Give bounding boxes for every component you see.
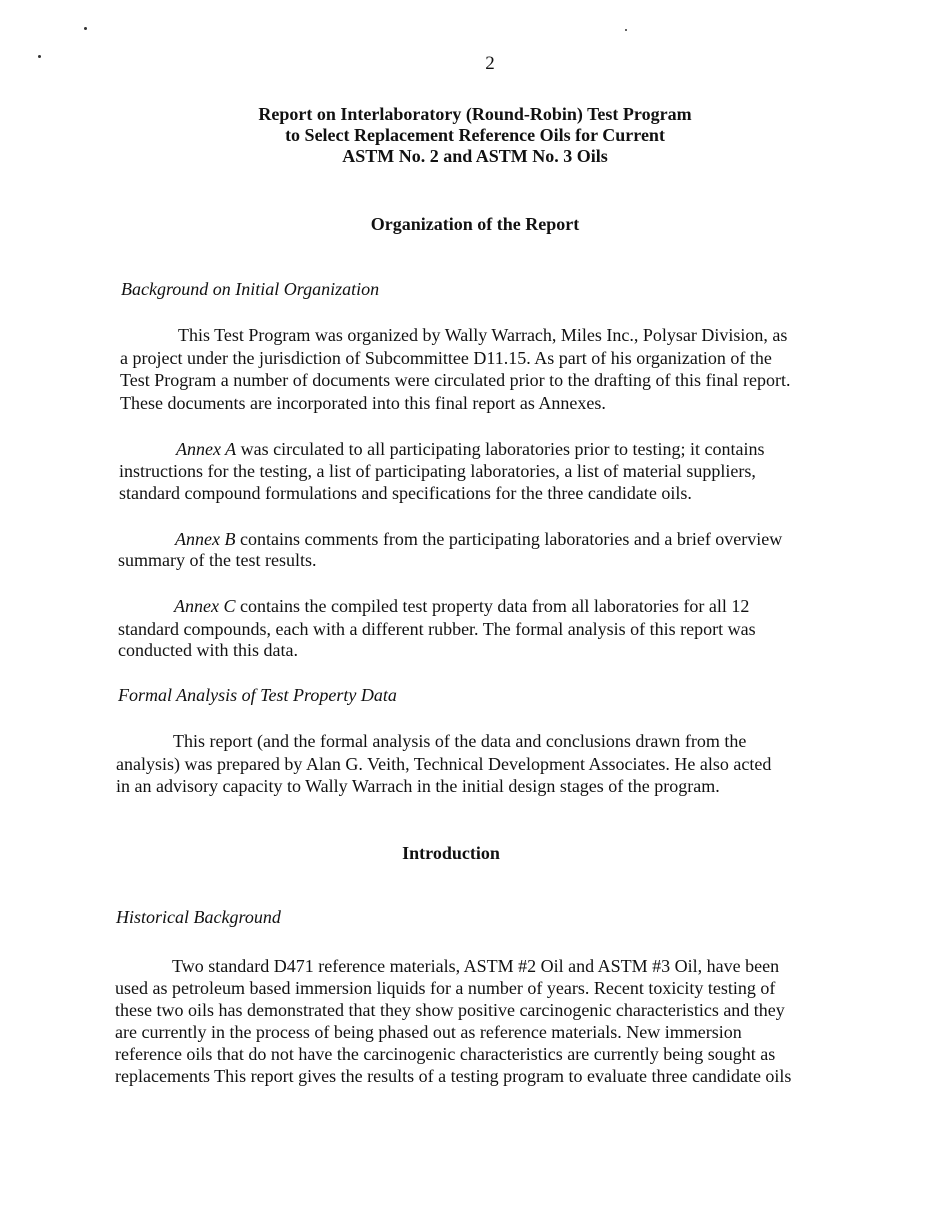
section-heading-organization: Organization of the Report xyxy=(370,214,580,234)
paragraph-line: Two standard D471 reference materials, ASTM #2 Oil and ASTM #3 Oil, have been xyxy=(172,956,780,976)
paragraph-line: conducted with this data. xyxy=(118,640,298,660)
paragraph-line: instructions for the testing, a list of participating laboratories, a list of material suppliers, xyxy=(119,461,756,481)
page-number: 2 xyxy=(485,53,495,74)
paragraph-line: are currently in the process of being phased out as reference materials. New immersion xyxy=(115,1022,742,1042)
report-title xyxy=(100,104,850,167)
annex-a-label: Annex A xyxy=(176,439,237,459)
paragraph-line: reference oils that do not have the carcinogenic characteristics are currently being sought as xyxy=(115,1044,776,1064)
paragraph-line: in an advisory capacity to Wally Warrach in the initial design stages of the program. xyxy=(116,776,720,796)
paragraph-line: standard compound formulations and specifications for the three candidate oils. xyxy=(119,483,692,503)
scan-speck xyxy=(84,27,87,30)
paragraph-line: a project under the jurisdiction of Subcommittee D11.15. As part of his organization of the xyxy=(120,348,772,368)
annex-b-text: contains comments from the participating laboratories and a brief overview xyxy=(235,529,783,549)
paragraph-line: analysis) was prepared by Alan G. Veith, Technical Development Associates. He also acted xyxy=(116,754,772,774)
paragraph-line: These documents are incorporated into this final report as Annexes. xyxy=(120,393,606,413)
section-heading-introduction: Introduction xyxy=(402,843,500,863)
paragraph-line xyxy=(175,529,782,550)
paragraph-line: used as petroleum based immersion liquids for a number of years. Recent toxicity testing of xyxy=(115,978,776,998)
paragraph-line: summary of the test results. xyxy=(118,550,317,570)
title-line: Report on Interlaboratory (Round-Robin) Test Program xyxy=(258,104,692,124)
paragraph-line: Test Program a number of documents were circulated prior to the drafting of this final report. xyxy=(120,370,791,390)
title-line: to Select Replacement Reference Oils for Current xyxy=(285,125,665,145)
paragraph-line xyxy=(176,439,765,460)
paragraph-line: standard compounds, each with a different rubber. The formal analysis of this report was xyxy=(118,619,756,639)
subheading-formal-analysis: Formal Analysis of Test Property Data xyxy=(118,685,397,705)
paragraph-line: these two oils has demonstrated that they show positive carcinogenic characteristics and they xyxy=(115,1000,785,1020)
paragraph-line xyxy=(174,596,749,617)
annex-b-label: Annex B xyxy=(175,529,236,549)
paragraph-line: This report (and the formal analysis of the data and conclusions drawn from the xyxy=(173,731,747,751)
paragraph-line: This Test Program was organized by Wally Warrach, Miles Inc., Polysar Division, as xyxy=(178,325,788,345)
subheading-background: Background on Initial Organization xyxy=(121,279,380,299)
annex-c-text: contains the compiled test property data from all laboratories for all 12 xyxy=(235,596,750,616)
subheading-historical-background: Historical Background xyxy=(116,907,281,927)
annex-c-label: Annex C xyxy=(174,596,236,616)
scan-speck xyxy=(625,29,627,31)
paragraph-line: replacements This report gives the results of a testing program to evaluate three candidate oils xyxy=(115,1066,792,1086)
title-line: ASTM No. 2 and ASTM No. 3 Oils xyxy=(342,146,608,166)
annex-a-text: was circulated to all participating laboratories prior to testing; it contains xyxy=(236,439,765,459)
